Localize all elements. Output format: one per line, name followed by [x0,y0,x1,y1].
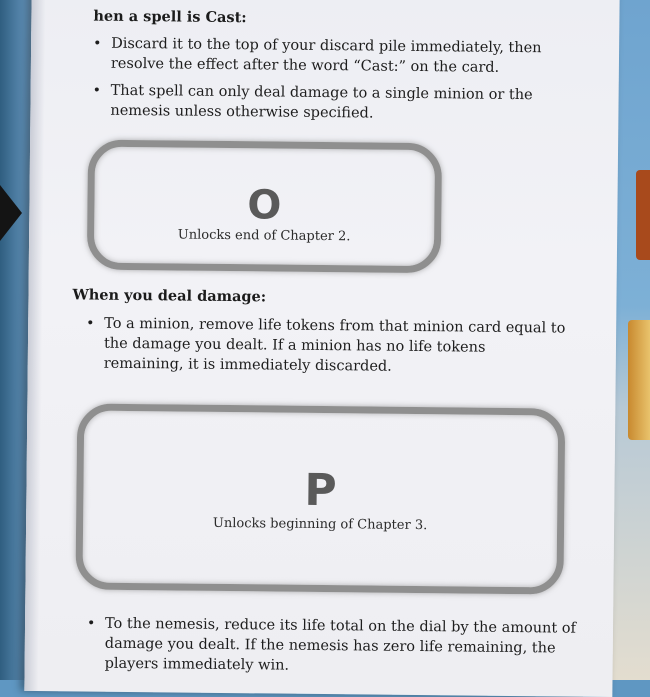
damage-heading: When you deal damage: [72,286,267,306]
list-item [93,34,593,79]
list-item [92,81,592,126]
cast-bullet-text-2: That spell can only deal damage to a single minion or the nemesis unless otherwise specified. [110,82,533,122]
unlock-box-o [87,140,442,274]
background-black-tab [0,185,22,241]
bullet-icon: • [93,35,102,52]
unlock-box-p [75,403,565,594]
background-card-edge [636,170,650,260]
unlock-caption-o: Unlocks end of Chapter 2. [177,227,351,245]
damage-bullet-text-1: To a minion, remove life tokens from that minion card equal to the damage you dealt. If a minion has no life tokens remaining, it is immediately discarded. [103,315,566,375]
bullet-icon: • [92,82,101,99]
list-item [87,614,608,679]
cast-bullet-text-1: Discard it to the top of your discard pile immediately, then resolve the effect after the word “Cast:” on the card. [110,35,542,76]
list-item [86,314,567,379]
damage-bullet-list [86,314,567,386]
bullet-icon: • [86,615,96,632]
cast-heading: hen a spell is Cast: [93,7,247,27]
background-card-edge-lower [628,320,650,440]
unlock-letter-o: O [247,182,282,229]
cast-bullet-list [92,34,593,133]
bullet-icon: • [86,315,95,332]
rulebook-page [24,0,619,697]
unlock-caption-p: Unlocks beginning of Chapter 3. [212,515,428,534]
nemesis-bullet-list [86,614,607,686]
nemesis-bullet-text-1: To the nemesis, reduce its life total on the dial by the amount of damage you dealt. If the nemesis has zero life remaining, the players immediately win. [104,615,577,674]
unlock-letter-p: P [304,464,337,517]
